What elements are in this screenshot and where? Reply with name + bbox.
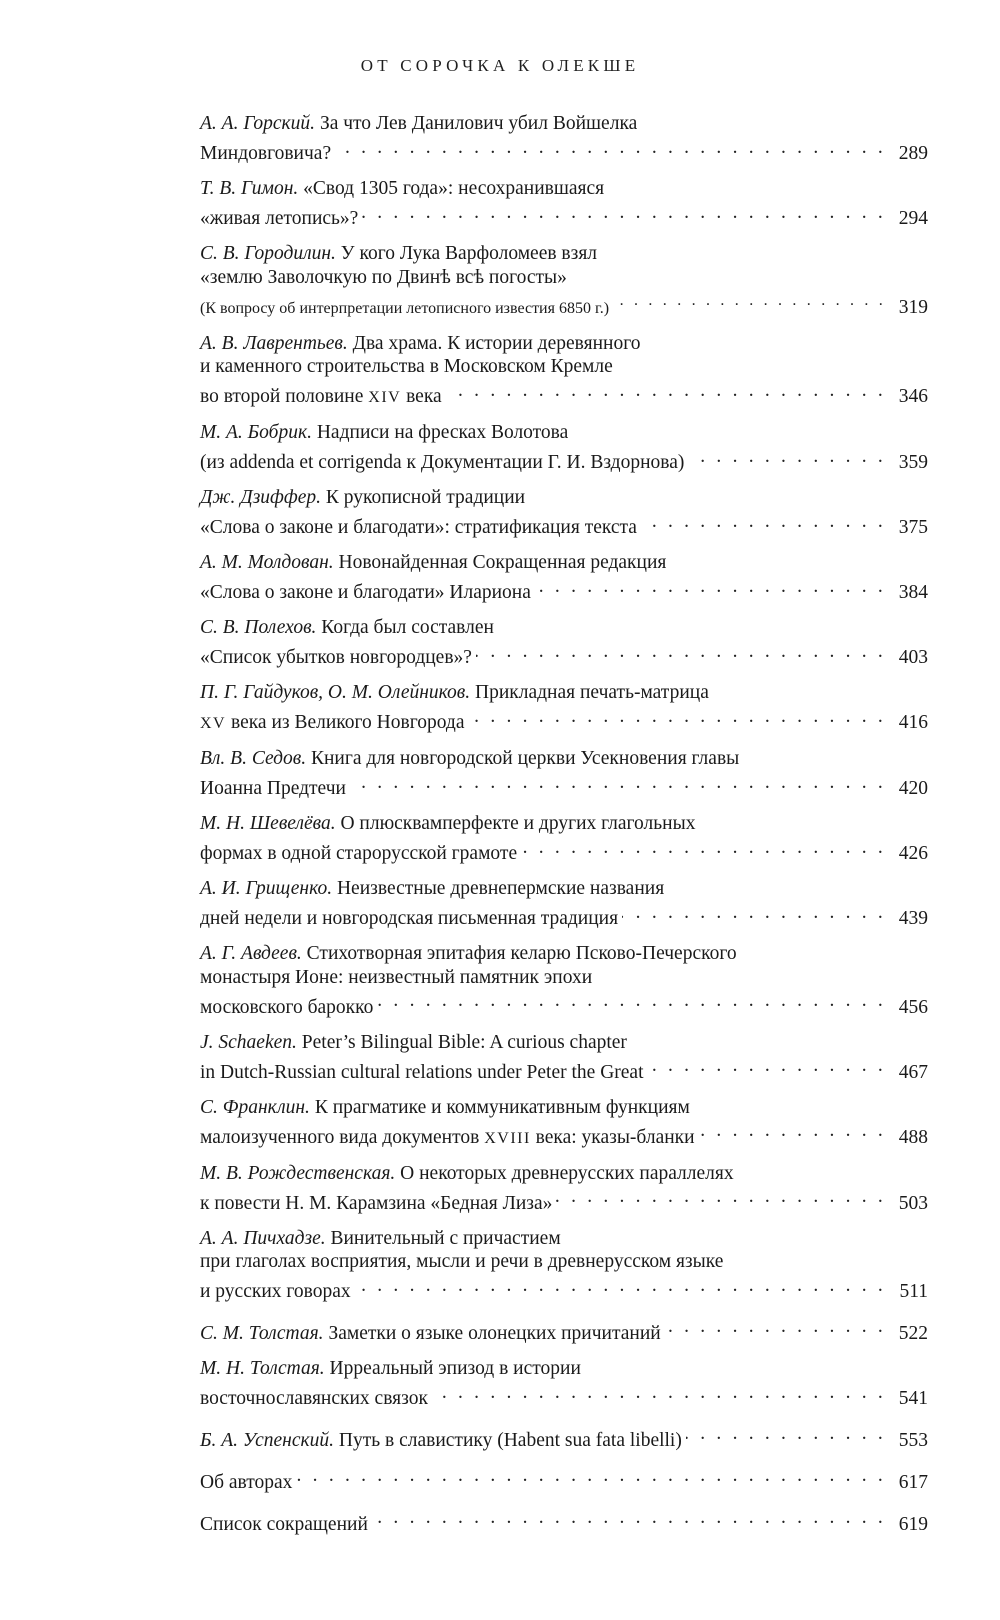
entry-title-line: малоизученного вида документов XVIII века: указы-бланки	[200, 1126, 695, 1148]
leader-dots	[535, 575, 886, 599]
page-number: 359	[898, 452, 928, 473]
page-number: 503	[898, 1192, 928, 1214]
toc-entry[interactable]	[200, 1357, 928, 1411]
entry-author: Вл. В. Седов.	[200, 748, 307, 769]
entry-author: А. А. Пичхадзе.	[200, 1227, 326, 1249]
toc-entry[interactable]	[200, 1162, 928, 1216]
leader-dots	[665, 1315, 886, 1339]
toc-entry[interactable]	[200, 877, 928, 931]
page-number: 416	[898, 712, 928, 733]
toc-entry[interactable]	[200, 1227, 928, 1304]
entry-title-line: при глаголах восприятия, мысли и речи в древнерусском языке	[200, 1251, 724, 1272]
page-number: 456	[898, 996, 928, 1018]
toc-entry-about-authors[interactable]	[200, 1464, 928, 1494]
entry-author: М. Н. Шевелёва.	[200, 813, 336, 834]
entry-author: Б. А. Успенский.	[200, 1429, 335, 1451]
entry-title-line: (из addenda et corrigenda к Документации Г. И. Вздорнова)	[200, 452, 685, 473]
entry-title-line: О плюсквамперфекте и других глагольных	[340, 813, 696, 834]
leader-dots	[613, 289, 886, 313]
entry-author: А. А. Горский.	[200, 113, 316, 134]
leader-dots	[350, 771, 886, 795]
page-number: 619	[898, 1513, 928, 1535]
entry-author: А. И. Грищенко.	[200, 878, 333, 899]
entry-title-line: У кого Лука Варфоломеев взял	[340, 243, 598, 264]
leader-dots	[686, 1422, 886, 1446]
toc-entry[interactable]	[200, 747, 928, 801]
toc-entry[interactable]	[200, 681, 928, 736]
entry-title-line: дней недели и новгородская письменная традиция	[200, 908, 619, 929]
toc-entry-abbreviations[interactable]	[200, 1506, 928, 1536]
entry-author: М. А. Бобрик.	[200, 422, 312, 443]
toc-entry[interactable]	[200, 177, 928, 231]
entry-title-line: Прикладная печать-матрица	[475, 682, 709, 703]
page-number: 439	[898, 908, 928, 929]
entry-title-line: Список сокращений	[200, 1513, 368, 1535]
leader-dots	[446, 379, 886, 403]
page-number: 289	[898, 143, 928, 164]
page-number: 426	[898, 843, 928, 864]
leader-dots	[362, 201, 886, 225]
entry-author: М. Н. Толстая.	[200, 1358, 325, 1379]
entry-title-line: Новонайденная Сокращенная редакция	[338, 552, 667, 573]
entry-title-line: Винительный с причастием	[330, 1227, 561, 1249]
leader-dots	[432, 1381, 886, 1405]
leader-dots	[335, 136, 886, 160]
entry-title-line: Иоанна Предтечи	[200, 778, 346, 799]
entry-title-line: «землю Заволочкую по Двинѣ всѣ погосты»	[200, 266, 567, 288]
toc-entry[interactable]	[200, 551, 928, 605]
table-of-contents	[200, 112, 928, 1548]
entry-title-line: «живая летопись»?	[200, 208, 359, 229]
page-number: 420	[898, 778, 928, 799]
page-number: 346	[898, 386, 928, 407]
page-number: 384	[898, 582, 928, 603]
toc-entry[interactable]	[200, 242, 928, 320]
entry-subtitle: (К вопросу об интерпретации летописного известия 6850 г.)	[200, 299, 610, 317]
leader-dots	[372, 1506, 886, 1530]
entry-title-line: восточнославянских связок	[200, 1388, 428, 1409]
leader-dots	[688, 445, 886, 469]
page-number: 319	[898, 296, 928, 318]
entry-title-line: «Слова о законе и благодати»: стратификация текста	[200, 517, 637, 538]
leader-dots	[468, 705, 886, 729]
toc-entry[interactable]	[200, 1031, 928, 1085]
entry-title-line: Неизвестные древнепермские названия	[336, 878, 665, 899]
leader-dots	[377, 989, 886, 1013]
entry-title-line: «Список убытков новгородцев»?	[200, 647, 472, 668]
toc-entry[interactable]	[200, 112, 928, 166]
entry-author: М. В. Рождественская.	[200, 1162, 396, 1184]
entry-title-line: За что Лев Данилович убил Войшелка	[319, 113, 638, 134]
leader-dots	[476, 640, 886, 664]
page-number: 617	[898, 1471, 928, 1493]
page-number: 511	[899, 1281, 928, 1302]
entry-author: Т. В. Гимон.	[200, 178, 299, 199]
entry-title-line: К рукописной традиции	[325, 487, 526, 508]
entry-title-line: in Dutch-Russian cultural relations under Peter the Great	[200, 1061, 644, 1083]
entry-title-line: Миндовговича?	[200, 143, 332, 164]
entry-title-line: XV века из Великого Новгорода	[200, 712, 465, 733]
entry-title-line: Ирреальный эпизод в истории	[329, 1358, 581, 1379]
page-number: 522	[898, 1322, 928, 1344]
entry-title-line: Надписи на фресках Волотова	[316, 422, 569, 443]
entry-title-line: «Свод 1305 года»: несохранившаяся	[303, 178, 605, 199]
leader-dots	[556, 1185, 886, 1209]
entry-title-line: московского барокко	[200, 996, 374, 1018]
entry-title-line: во второй половине XIV века	[200, 386, 442, 407]
leader-dots	[521, 836, 886, 860]
entry-title-line: и русских говорах	[200, 1281, 351, 1302]
entry-author: А. В. Лаврентьев.	[200, 332, 348, 354]
entry-author: С. В. Городилин.	[200, 243, 336, 264]
entry-title-line: к повести Н. М. Карамзина «Бедная Лиза»	[200, 1192, 553, 1214]
entry-author: Дж. Дзиффер.	[200, 487, 322, 508]
running-head: ОТ СОРОЧКА К ОЛЕКШЕ	[360, 56, 640, 75]
toc-entry[interactable]	[200, 616, 928, 670]
page-number: 294	[898, 208, 928, 229]
page-number: 467	[898, 1061, 928, 1083]
entry-author: П. Г. Гайдуков, О. М. Олейников.	[200, 682, 471, 703]
entry-title-line: Стихотворная эпитафия келарю Псково-Печерского	[306, 943, 737, 964]
toc-entry[interactable]	[200, 486, 928, 540]
entry-title-line: «Слова о законе и благодати» Илариона	[200, 582, 531, 603]
toc-entry[interactable]	[200, 1096, 928, 1151]
entry-author: А. Г. Авдеев.	[200, 943, 302, 964]
entry-title-line: Два храма. К истории деревянного	[352, 332, 641, 354]
toc-entry[interactable]	[200, 421, 928, 475]
page-number: 488	[898, 1126, 928, 1148]
entry-title-line: и каменного строительства в Московском Кремле	[200, 356, 613, 377]
leader-dots	[641, 510, 886, 534]
entry-title-line: формах в одной старорусской грамоте	[200, 843, 518, 864]
entry-author: J. Schaeken.	[200, 1031, 297, 1053]
toc-entry[interactable]	[200, 942, 928, 1019]
entry-title-line: Об авторах	[200, 1471, 293, 1493]
toc-entry[interactable]	[200, 332, 928, 410]
leader-dots	[648, 1054, 887, 1078]
page-number: 553	[898, 1429, 928, 1451]
page-number: 375	[898, 517, 928, 538]
entry-title-line: К прагматике и коммуникативным функциям	[314, 1096, 690, 1118]
toc-entry[interactable]	[200, 1315, 928, 1345]
entry-title-line: Книга для новгородской церкви Усекновения главы	[310, 748, 740, 769]
entry-title-line: Когда был составлен	[321, 617, 494, 638]
toc-entry[interactable]	[200, 812, 928, 866]
page-number: 541	[898, 1388, 928, 1409]
leader-dots	[699, 1119, 886, 1143]
leader-dots	[355, 1274, 886, 1298]
entry-author: А. М. Молдован.	[200, 552, 334, 573]
entry-title-line: Заметки о языке олонецких причитаний	[328, 1322, 661, 1344]
entry-author: С. В. Полехов.	[200, 617, 317, 638]
entry-title-line: Путь в славистику (Habent sua fata libelli)	[338, 1429, 682, 1451]
entry-author: С. Франклин.	[200, 1096, 310, 1118]
entry-author: С. М. Толстая.	[200, 1322, 324, 1344]
entry-title-line: О некоторых древнерусских параллелях	[400, 1162, 734, 1184]
toc-entry[interactable]	[200, 1422, 928, 1452]
page-number: 403	[898, 647, 928, 668]
entry-title-line: монастыря Ионе: неизвестный памятник эпохи	[200, 966, 593, 988]
leader-dots	[296, 1464, 886, 1488]
entry-title-line: Peter’s Bilingual Bible: A curious chapter	[301, 1031, 627, 1053]
leader-dots	[622, 901, 886, 925]
